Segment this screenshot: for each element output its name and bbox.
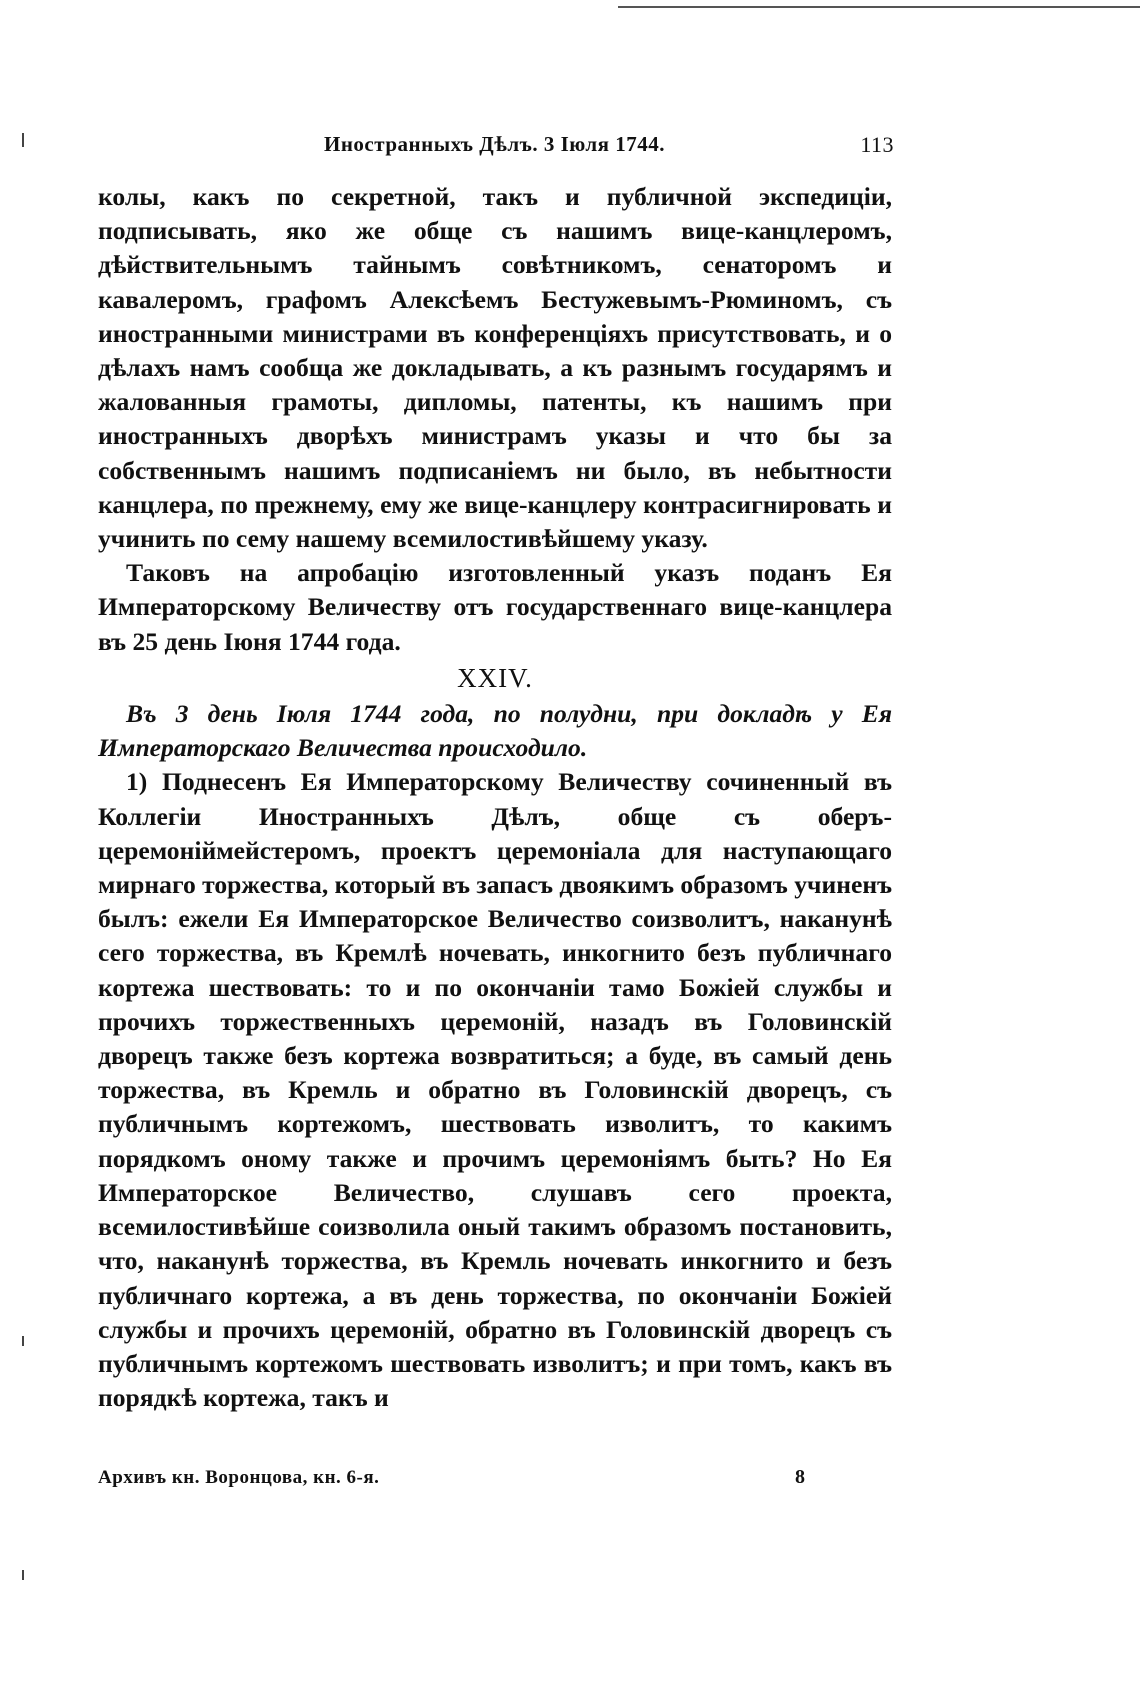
margin-mark	[22, 1336, 24, 1346]
paragraph-item-1: 1) Поднесенъ Ея Императорскому Величеству сочиненный въ Коллегіи Иностранныхъ Дѣлъ, обще съ оберъ-церемоніймейстеромъ, проектъ церемоніала для наступающаго мирнаго торжества, который въ запасъ двоякимъ образомъ учиненъ былъ: ежели Ея Императорское Величество соизволитъ, наканунѣ сего торжества, въ Кремлѣ ночевать, инкогнито безъ публичнаго кортежа шествовать: то и по окончаніи тамо Божіей службы и прочихъ торжественныхъ церемоній, назадъ въ Головинскій дворецъ также безъ кортежа возвратиться; а буде, въ самый день торжества, въ Кремль и обратно въ Головинскій дворецъ, съ публичнымъ кортежомъ, шествовать изволитъ, то какимъ порядкомъ оному также и прочимъ церемоніямъ быть? Но Ея Императорское Величество, слушавъ сего проекта, всемилостивѣйше соизволила оный такимъ образомъ постановить, что, наканунѣ торжества, въ Кремль ночевать инкогнито и безъ публичнаго кортежа, а въ день торжества, по окончаніи Божіей службы и прочихъ церемоній, обратно въ Головинскій дворецъ съ публичнымъ кортежомъ шествовать изволитъ; и при томъ, какъ въ порядкѣ кортежа, такъ и	[98, 767, 892, 1413]
body-text	[98, 180, 892, 1415]
page-number: 113	[860, 132, 894, 157]
archive-note: Архивъ кн. Воронцова, кн. 6-я.	[98, 1467, 380, 1488]
running-title: Иностранныхъ Дѣлъ. 3 Іюля 1744.	[324, 132, 665, 156]
paragraph-approbation: Таковъ на апробацію изготовленный указъ поданъ Ея Императорскому Величеству отъ государственнаго вице-канцлера въ 25 день Іюня 1744 года.	[98, 558, 892, 656]
margin-mark	[22, 1570, 24, 1580]
signature-mark: 8	[795, 1466, 805, 1488]
paragraph-continuation: колы, какъ по секретной, такъ и публичной экспедиціи, подписывать, яко же обще съ нашимъ вице-канцлеромъ, дѣйствительнымъ тайнымъ совѣтникомъ, сенаторомъ и кавалеромъ, графомъ Алексѣемъ Бестужевымъ-Рюминомъ, съ иностранными министрами въ конференціяхъ присутствовать, и о дѣлахъ намъ сообща же докладывать, а къ разнымъ государямъ и жалованныя грамоты, дипломы, патенты, къ нашимъ при иностранныхъ дворѣхъ министрамъ указы и что бы за собственнымъ нашимъ подписаніемъ ни было, въ небытности канцлера, по прежнему, ему же вице-канцлеру контрасигнировать и учинить по сему нашему всемилостивѣйшему указу.	[98, 182, 892, 554]
running-header	[324, 132, 894, 164]
margin-mark	[22, 133, 24, 147]
scan-top-rule	[618, 6, 1140, 8]
section-number: XXIV.	[457, 662, 533, 693]
section-title: Въ 3 день Іюля 1744 года, по полудни, при докладѣ у Ея Императорскаго Величества происходило.	[98, 699, 892, 763]
